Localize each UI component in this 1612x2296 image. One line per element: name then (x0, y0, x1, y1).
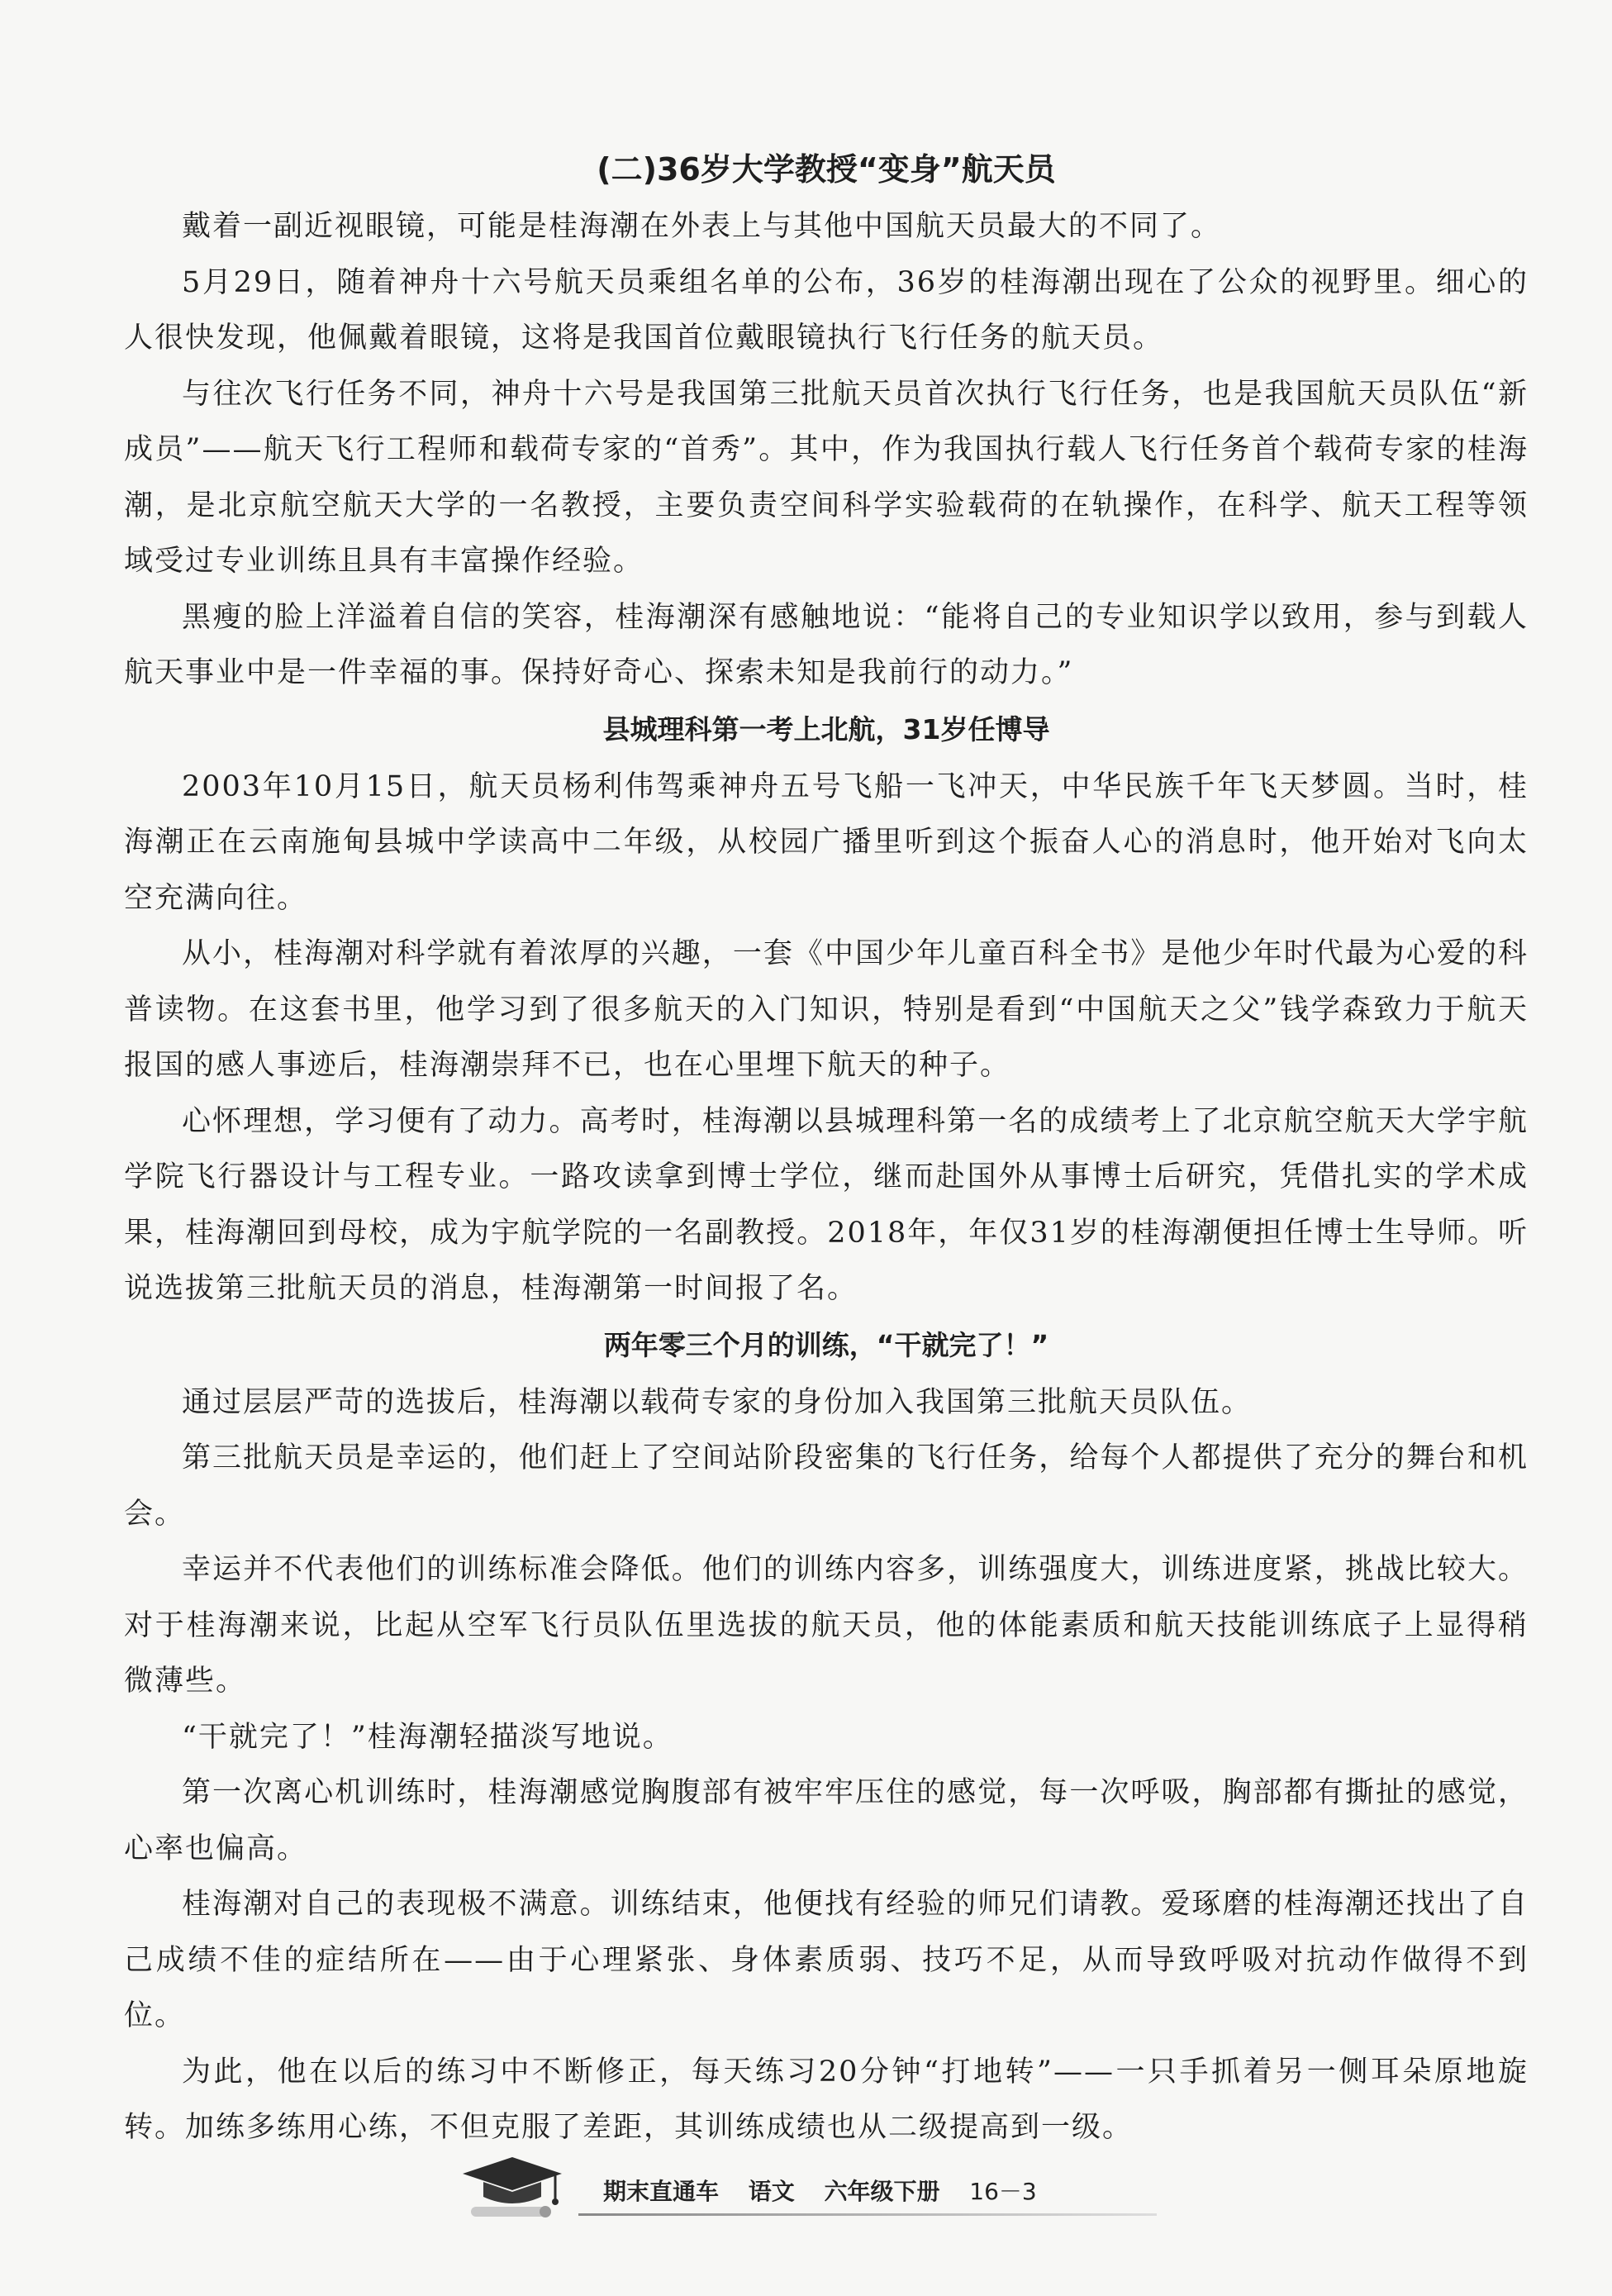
paragraph: 通过层层严苛的选拔后，桂海潮以载荷专家的身份加入我国第三批航天员队伍。 (182, 1385, 1253, 1419)
paragraph: 5月29日，随着神舟十六号航天员乘组名单的公布，36岁的桂海潮出现在了公众的视野里。细心的人很快发现，他佩戴着眼镜，这将是我国首位戴眼镜执行飞行任务的航天员。 (124, 265, 1529, 355)
paragraph: 2003年10月15日，航天员杨利伟驾乘神舟五号飞船一飞冲天，中华民族千年飞天梦圆。当时，桂海潮正在云南施甸县城中学读高中二年级，从校园广播里听到这个振奋人心的消息时，他开始对飞向太空充满向往。 (124, 769, 1529, 915)
paragraph: “干就完了！”桂海潮轻描淡写地说。 (182, 1720, 673, 1754)
document-page (124, 145, 1529, 2156)
paragraph: 幸运并不代表他们的训练标准会降低。他们的训练内容多，训练强度大，训练进度紧，挑战比较大。对于桂海潮来说，比起从空军飞行员队伍里选拔的航天员，他的体能素质和航天技能训练底子上显得稍微薄些。 (124, 1553, 1529, 1698)
paragraph: 为此，他在以后的练习中不断修正，每天练习20分钟“打地转”——一只手抓着另一侧耳朵原地旋转。加练多练用心练，不但克服了差距，其训练成绩也从二级提高到一级。 (124, 2055, 1529, 2144)
footer-rule (578, 2213, 1157, 2216)
paragraph: 第一次离心机训练时，桂海潮感觉胸腹部有被牢牢压住的感觉，每一次呼吸，胸部都有撕扯的感觉，心率也偏高。 (124, 1776, 1529, 1865)
graduation-cap-icon (446, 2149, 578, 2223)
footer-text (603, 2174, 1037, 2207)
subheading: 县城理科第一考上北航，31岁任博导 (602, 712, 1050, 745)
paragraph: 心怀理想，学习便有了动力。高考时，桂海潮以县城理科第一名的成绩考上了北京航空航天大学宇航学院飞行器设计与工程专业。一路攻读拿到博士学位，继而赴国外从事博士后研究，凭借扎实的学术成果，桂海潮回到母校，成为宇航学院的一名副教授。2018年，年仅31岁的桂海潮便担任博士生导师。听说选拔第三批航天员的消息，桂海潮第一时间报了名。 (124, 1104, 1529, 1305)
footer-subject: 语文 (748, 2178, 795, 2205)
paragraph: 从小，桂海潮对科学就有着浓厚的兴趣，一套《中国少年儿童百科全书》是他少年时代最为心爱的科普读物。在这套书里，他学习到了很多航天的入门知识，特别是看到“中国航天之父”钱学森致力于航天报国的感人事迹后，桂海潮崇拜不已，也在心里埋下航天的种子。 (124, 937, 1529, 1082)
footer-grade: 六年级下册 (824, 2178, 940, 2205)
paragraph: 黑瘦的脸上洋溢着自信的笑容，桂海潮深有感触地说：“能将自己的专业知识学以致用，参与到载人航天事业中是一件幸福的事。保持好奇心、探索未知是我前行的动力。” (124, 600, 1529, 689)
paragraph: 第三批航天员是幸运的，他们赶上了空间站阶段密集的飞行任务，给每个人都提供了充分的舞台和机会。 (124, 1441, 1529, 1531)
paragraph: 与往次飞行任务不同，神舟十六号是我国第三批航天员首次执行飞行任务，也是我国航天员队伍“新成员”——航天飞行工程师和载荷专家的“首秀”。其中，作为我国执行载人飞行任务首个载荷专家的桂海潮，是北京航空航天大学的一名教授，主要负责空间科学实验载荷的在轨操作，在科学、航天工程等领域受过专业训练且具有丰富操作经验。 (124, 377, 1529, 578)
subheading: 两年零三个月的训练，“干就完了！” (603, 1328, 1049, 1361)
footer-book: 期末直通车 (603, 2178, 720, 2205)
paragraph: 戴着一副近视眼镜，可能是桂海潮在外表上与其他中国航天员最大的不同了。 (182, 210, 1222, 243)
article-title: (二)36岁大学教授“变身”航天员 (597, 151, 1056, 188)
paragraph: 桂海潮对自己的表现极不满意。训练结束，他便找有经验的师兄们请教。爱琢磨的桂海潮还找出了自己成绩不佳的症结所在——由于心理紧张、身体素质弱、技巧不足，从而导致呼吸对抗动作做得不到位。 (124, 1888, 1529, 2032)
page-footer (446, 2149, 1190, 2223)
footer-page-number: 16－3 (969, 2178, 1037, 2205)
